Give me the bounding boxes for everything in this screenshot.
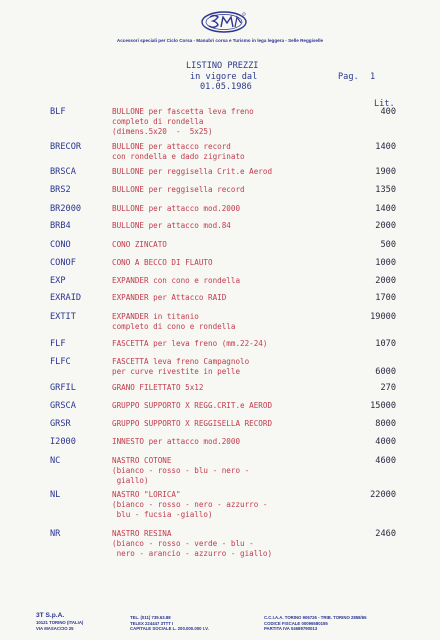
item-price: 19000 <box>370 312 396 322</box>
description-line: BULLONE per fascetta leva freno <box>112 107 254 116</box>
item-code: BRS2 <box>50 185 71 195</box>
description-line: con rondella e dado zigrinato <box>112 152 245 161</box>
item-code: FLF <box>50 339 66 349</box>
item-price: 6000 <box>375 367 396 377</box>
item-description <box>112 383 203 393</box>
item-description <box>112 401 272 411</box>
item-code: GRFIL <box>50 383 76 393</box>
description-line: completo di rondella <box>112 117 204 126</box>
description-line: BULLONE per attacco record <box>112 142 231 151</box>
item-code: NC <box>50 456 61 466</box>
description-line: GRUPPO SUPPORTO X REGGISELLA RECORD <box>112 419 273 428</box>
description-line: NASTRO "LORICA" <box>112 490 181 499</box>
description-line: (bianco - rosso - verde - blu - <box>112 539 254 548</box>
validity-date: 01.05.1986 <box>200 82 252 92</box>
item-description <box>112 312 235 332</box>
company-tagline: Accessori speciali per Ciclo Corsa - Manubri corsa e Turismo in lega leggera - Selle Reggiselle <box>116 38 324 43</box>
description-line: BULLONE per reggisella Crit.e Aerod <box>112 167 273 176</box>
description-line: BULLONE per attacco mod.2000 <box>112 204 241 213</box>
description-line: CONO A BECCO DI FLAUTO <box>112 258 213 267</box>
footer-registration <box>264 615 367 632</box>
item-code: BRB4 <box>50 221 71 231</box>
item-price: 1070 <box>375 339 396 349</box>
currency-label: Lit. <box>374 99 395 109</box>
item-price: 1900 <box>375 167 396 177</box>
footer-capital: CAPITALE SOCIALE L. 200.000.000 I.V. <box>130 626 209 632</box>
footer-telex: TELEX 224447 3TTT I <box>130 620 174 626</box>
description-line: giallo) <box>112 476 149 485</box>
item-price: 400 <box>380 107 396 117</box>
item-description <box>112 185 245 195</box>
item-code: NR <box>50 529 61 539</box>
item-code: NL <box>50 490 61 500</box>
item-code: GRSR <box>50 419 71 429</box>
item-code: BR2000 <box>50 204 82 214</box>
item-price: 15000 <box>370 401 396 411</box>
description-line: BULLONE per attacco mod.84 <box>112 221 231 230</box>
description-line: NASTRO RESINA <box>112 529 172 538</box>
description-line: per curve rivestite in pelle <box>112 367 241 376</box>
item-price: 22000 <box>370 490 396 500</box>
description-line: nero - arancio - azzurro - giallo) <box>112 549 273 558</box>
description-line: GRANO FILETTATO 5x12 <box>112 383 204 392</box>
item-price: 1700 <box>375 293 396 303</box>
item-description <box>112 437 240 447</box>
item-description <box>112 167 272 177</box>
footer-company <box>36 612 83 631</box>
description-line: FASCETTA leva freno Campagnolo <box>112 357 250 366</box>
item-description <box>112 240 167 250</box>
footer-vat: PARTITA IVA 04689790013 <box>264 626 318 632</box>
description-line: FASCETTA per leva freno (mm.22-24) <box>112 339 268 348</box>
description-line: BULLONE per reggisella record <box>112 185 245 194</box>
item-price: 1000 <box>375 258 396 268</box>
description-line: blu - fucsia -giallo) <box>112 510 213 519</box>
item-code: BRECOR <box>50 142 82 152</box>
description-line: CONO ZINCATO <box>112 240 167 249</box>
item-description <box>112 456 249 486</box>
item-description <box>112 221 231 231</box>
item-code: EXP <box>50 276 66 286</box>
item-description <box>112 419 272 429</box>
item-code: EXRAID <box>50 293 82 303</box>
item-description <box>112 142 245 162</box>
page-label: Pag. <box>338 72 359 82</box>
footer-company-city: 10121 TORINO (ITALIA) <box>36 620 84 625</box>
item-description <box>112 276 240 286</box>
item-price: 1350 <box>375 185 396 195</box>
item-description <box>112 529 272 559</box>
description-line: (bianco - rosso - blu - nero - <box>112 466 250 475</box>
item-code: EXTIT <box>50 312 76 322</box>
item-price: 2000 <box>375 221 396 231</box>
item-price: 270 <box>380 383 396 393</box>
item-description <box>112 258 213 268</box>
item-price: 1400 <box>375 142 396 152</box>
footer-company-address: VIA MASACCIO 25 <box>36 625 74 631</box>
item-code: GRSCA <box>50 401 76 411</box>
description-line: (bianco - rosso - nero - azzurro - <box>112 500 268 509</box>
description-line: EXPANDER per Attacco RAID <box>112 293 227 302</box>
price-list-title: LISTINO PREZZI <box>186 61 259 71</box>
item-price: 4000 <box>375 437 396 447</box>
description-line: NASTRO COTONE <box>112 456 172 465</box>
item-price: 8000 <box>375 419 396 429</box>
footer-company-name: 3T S.p.A. <box>36 612 65 619</box>
item-price: 2000 <box>375 276 396 286</box>
description-line: (dimens.5x20 - 5x25) <box>112 127 213 136</box>
item-description <box>112 204 240 214</box>
item-code: I2000 <box>50 437 76 447</box>
item-description <box>112 357 249 377</box>
page-number: 1 <box>370 72 376 82</box>
description-line: INNESTO per attacco mod.2000 <box>112 437 241 446</box>
3m-brand-logo <box>197 9 249 35</box>
item-code: FLFC <box>50 357 71 367</box>
item-code: BRSCA <box>50 167 76 177</box>
footer-tax-code: CODICE FISCALE 00096580155 <box>264 620 328 626</box>
item-description <box>112 107 254 137</box>
item-description <box>112 490 267 520</box>
item-description <box>112 339 267 349</box>
description-line: EXPANDER con cono e rondella <box>112 276 241 285</box>
item-price: 2460 <box>375 529 396 539</box>
item-code: CONOF <box>50 258 76 268</box>
footer-phone: TEL. (011) 739.63.88 <box>130 615 171 620</box>
item-price: 500 <box>380 240 396 250</box>
footer-contact <box>130 615 209 632</box>
description-line: completo di cono e rondella <box>112 322 236 331</box>
item-code: CONO <box>50 240 71 250</box>
item-description <box>112 293 226 303</box>
description-line: GRUPPO SUPPORTO X REGG.CRIT.e AEROD <box>112 401 273 410</box>
item-price: 4600 <box>375 456 396 466</box>
item-price: 1400 <box>375 204 396 214</box>
validity-label: in vigore dal <box>190 72 258 82</box>
footer-chamber: C.C.I.A.A. TORINO 906726 - TRIB. TORINO 2858/65 <box>264 615 367 620</box>
description-line: EXPANDER in titanio <box>112 312 199 321</box>
item-code: BLF <box>50 107 66 117</box>
